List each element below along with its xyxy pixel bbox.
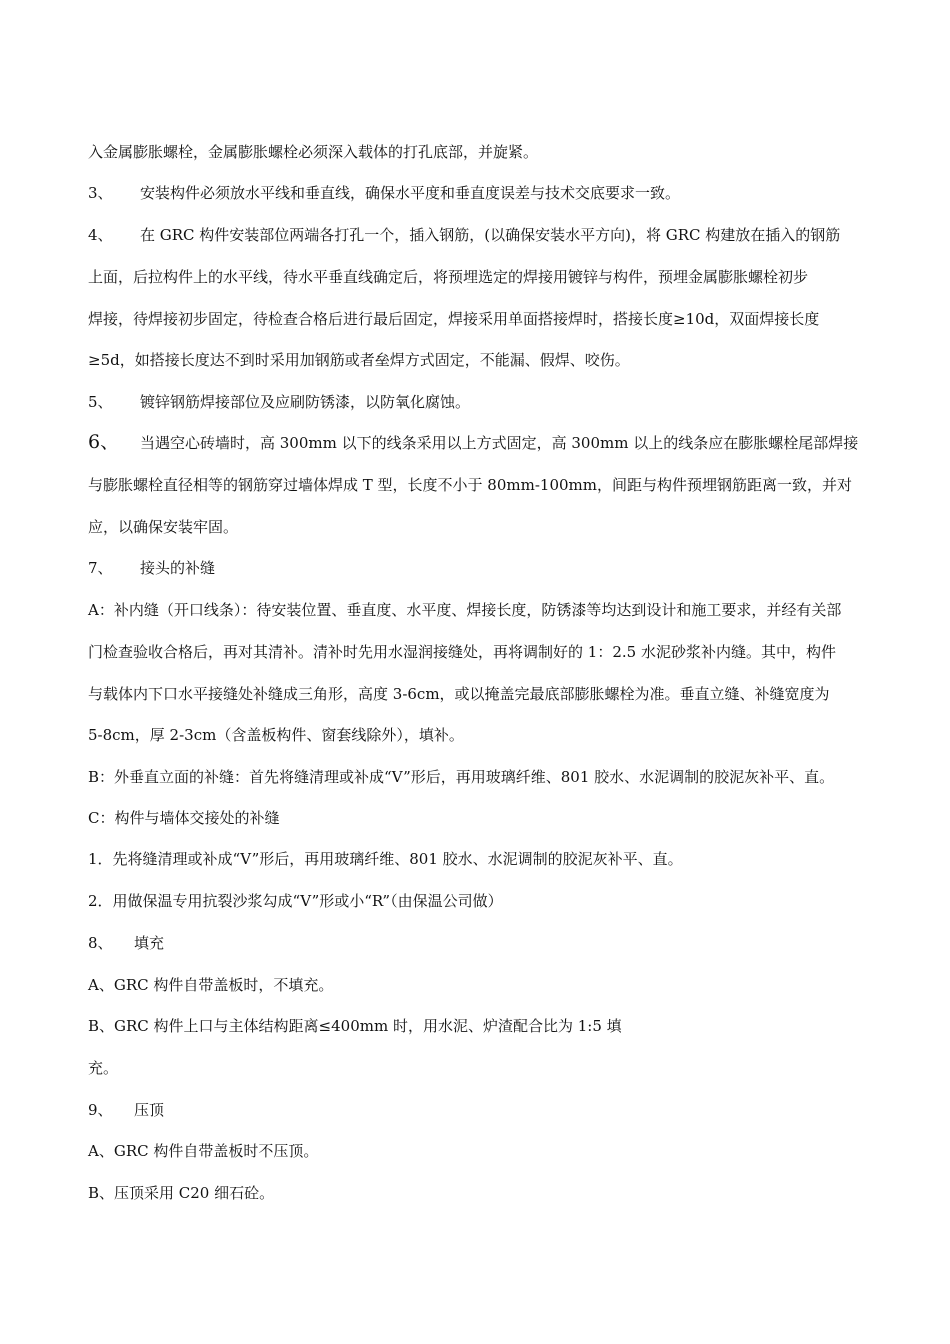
item-4-line-4: ≥5d，如搭接长度达不到时采用加钢筋或者垒焊方式固定，不能漏、假焊、咬伤。 [88, 351, 630, 369]
intro-tail-text: 入金属膨胀螺栓，金属膨胀螺栓必须深入载体的打孔底部，并旋紧。 [88, 143, 539, 161]
item-9 [88, 1100, 164, 1120]
item-6-line-3: 应，以确保安装牢固。 [88, 518, 239, 536]
item-9-text: 压顶 [134, 1101, 165, 1119]
item-8-text: 填充 [134, 934, 165, 952]
item-6-line-1 [88, 432, 858, 453]
fill-a: A、GRC 构件自带盖板时，不填充。 [88, 976, 334, 994]
item-5-number: 5、 [88, 393, 113, 411]
item-3-text: 安装构件必须放水平线和垂直线，确保水平度和垂直度误差与技术交底要求一致。 [140, 184, 681, 202]
item-4-line-2: 上面，后拉构件上的水平线，待水平垂直线确定后，将预埋选定的焊接用镀锌与构件，预埋金属膨胀螺栓初步 [88, 268, 809, 286]
item-4-text-1: 在 GRC 构件安装部位两端各打孔一个，插入钢筋，(以确保安装水平方向)，将 GRC 构建放在插入的钢筋 [140, 226, 841, 244]
section-c-heading: C：构件与墙体交接处的补缝 [88, 809, 280, 827]
top-b: B、压顶采用 C20 细石砼。 [88, 1184, 275, 1202]
section-b: B：外垂直立面的补缝：首先将缝清理或补成“V”形后，再用玻璃纤维、801 胶水、水泥调制的胶泥灰补平、直。 [88, 768, 835, 786]
section-c-item-1: 1．先将缝清理或补成“V”形后，再用玻璃纤维、801 胶水、水泥调制的胶泥灰补平、直。 [88, 850, 683, 868]
item-7-text: 接头的补缝 [140, 559, 216, 577]
fill-b-line-1: B、GRC 构件上口与主体结构距离≤400mm 时，用水泥、炉渣配合比为 1:5 填 [88, 1017, 622, 1035]
item-8 [88, 933, 164, 953]
item-3 [88, 183, 680, 203]
item-5-text: 镀锌钢筋焊接部位及应刷防锈漆，以防氧化腐蚀。 [140, 393, 471, 411]
section-a-line-3: 与载体内下口水平接缝处补缝成三角形，高度 3-6cm，或以掩盖完最底部膨胀螺栓为准。垂直立缝、补缝宽度为 [88, 685, 830, 703]
section-a-line-4: 5-8cm，厚 2-3cm（含盖板构件、窗套线除外），填补。 [88, 726, 464, 744]
item-7 [88, 558, 215, 578]
top-a: A、GRC 构件自带盖板时不压顶。 [88, 1142, 319, 1160]
item-9-number: 9、 [88, 1101, 113, 1119]
item-4-line-3: 焊接，待焊接初步固定，待检查合格后进行最后固定，焊接采用单面搭接焊时，搭接长度≥10d，双面焊接长度 [88, 310, 820, 328]
item-7-number: 7、 [88, 559, 113, 577]
item-6-number: 6、 [88, 431, 120, 453]
item-3-number: 3、 [88, 184, 113, 202]
item-4-line-1 [88, 225, 840, 245]
section-c-item-2: 2．用做保温专用抗裂沙浆勾成“V”形或小“R”（由保温公司做） [88, 892, 503, 910]
item-6-line-2: 与膨胀螺栓直径相等的钢筋穿过墙体焊成 T 型，长度不小于 80mm-100mm，间距与构件预埋钢筋距离一致，并对 [88, 476, 852, 494]
section-a-line-2: 门检查验收合格后，再对其清补。清补时先用水湿润接缝处，再将调制好的 1：2.5 水泥砂浆补内缝。其中，构件 [88, 643, 836, 661]
fill-b-line-2: 充。 [88, 1059, 119, 1077]
section-a-line-1: A：补内缝（开口线条）：待安装位置、垂直度、水平度、焊接长度，防锈漆等均达到设计和施工要求，并经有关部 [88, 601, 842, 619]
item-5 [88, 392, 470, 412]
item-6-text-1: 当遇空心砖墙时，高 300mm 以下的线条采用以上方式固定，高 300mm 以上的线条应在膨胀螺栓尾部焊接 [140, 434, 859, 452]
item-8-number: 8、 [88, 934, 113, 952]
item-4-number: 4、 [88, 226, 113, 244]
